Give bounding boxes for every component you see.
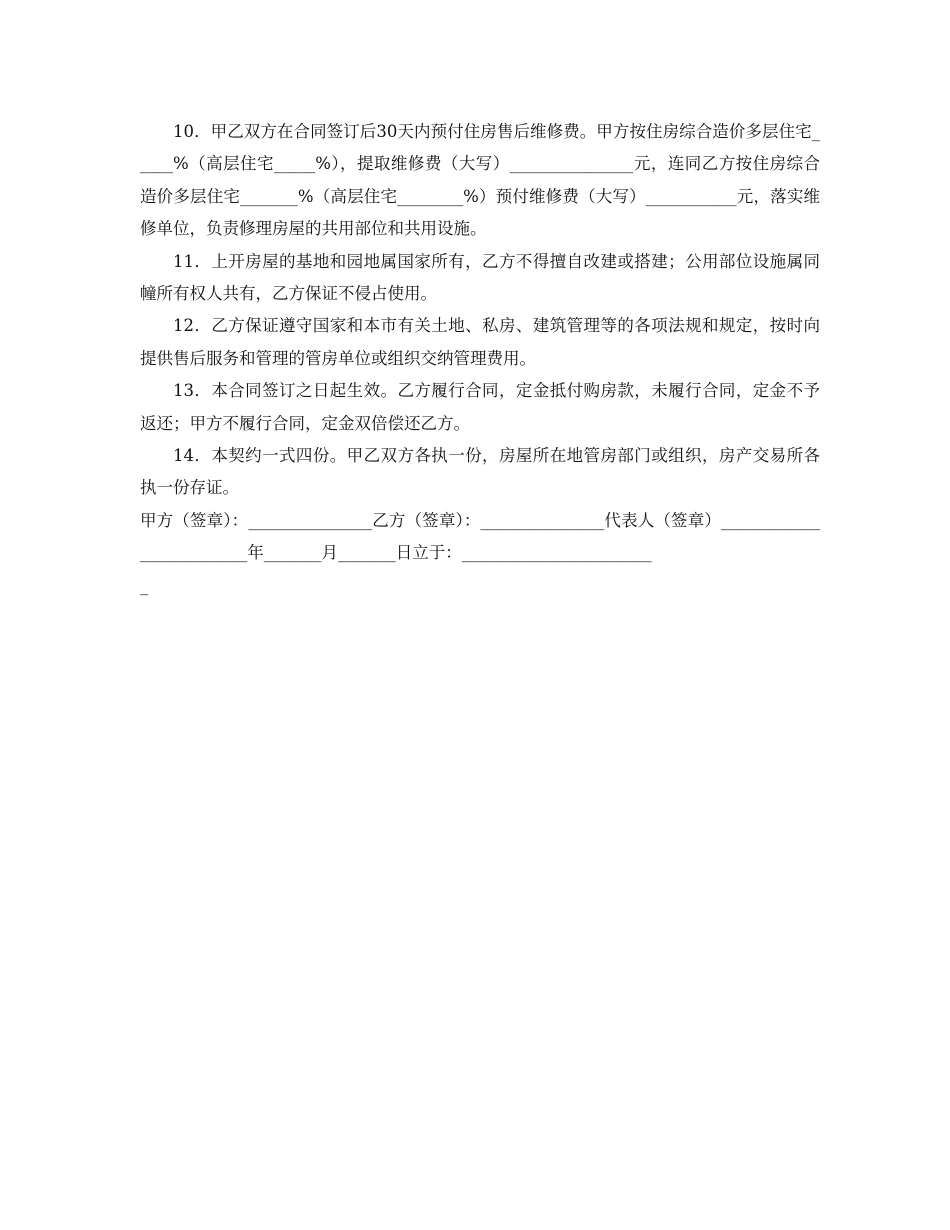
clause-14: 14．本契约一式四份。甲乙双方各执一份，房屋所在地管房部门或组织，房产交易所各执一份存证。 (140, 446, 820, 498)
clause-11: 11．上开房屋的基地和园地属国家所有，乙方不得擅自改建或搭建；公用部位设施属同幢所有权人共有，乙方保证不侵占使用。 (140, 251, 820, 304)
signature-block: 甲方（签章）：_______________乙方（签章）：_______________代表人（签章）_________________________年_______月_______日立于：_______________________ (140, 510, 820, 563)
clause-12: 12．乙方保证遵守国家和本市有关土地、私房、建筑管理等的各项法规和规定，按时向提供售后服务和管理的管房单位或组织交纳管理费用。 (140, 316, 820, 368)
clause-13: 13．本合同签订之日起生效。乙方履行合同，定金抵付购房款，未履行合同，定金不予返还；甲方不履行合同，定金双倍偿还乙方。 (140, 381, 820, 433)
clause-10: 10．甲乙双方在合同签订后30天内预付住房售后维修费。甲方按住房综合造价多层住宅_____%（高层住宅_____%），提取维修费（大写）_______________元，连同乙方按住房综合造价多层住宅_______%（高层住宅________%）预付维修费（大写）___________元，落实维修单位，负责修理房屋的共用部位和共用设施。 (140, 122, 820, 239)
trailing-underline: _ (140, 575, 149, 595)
contract-body (140, 116, 820, 602)
